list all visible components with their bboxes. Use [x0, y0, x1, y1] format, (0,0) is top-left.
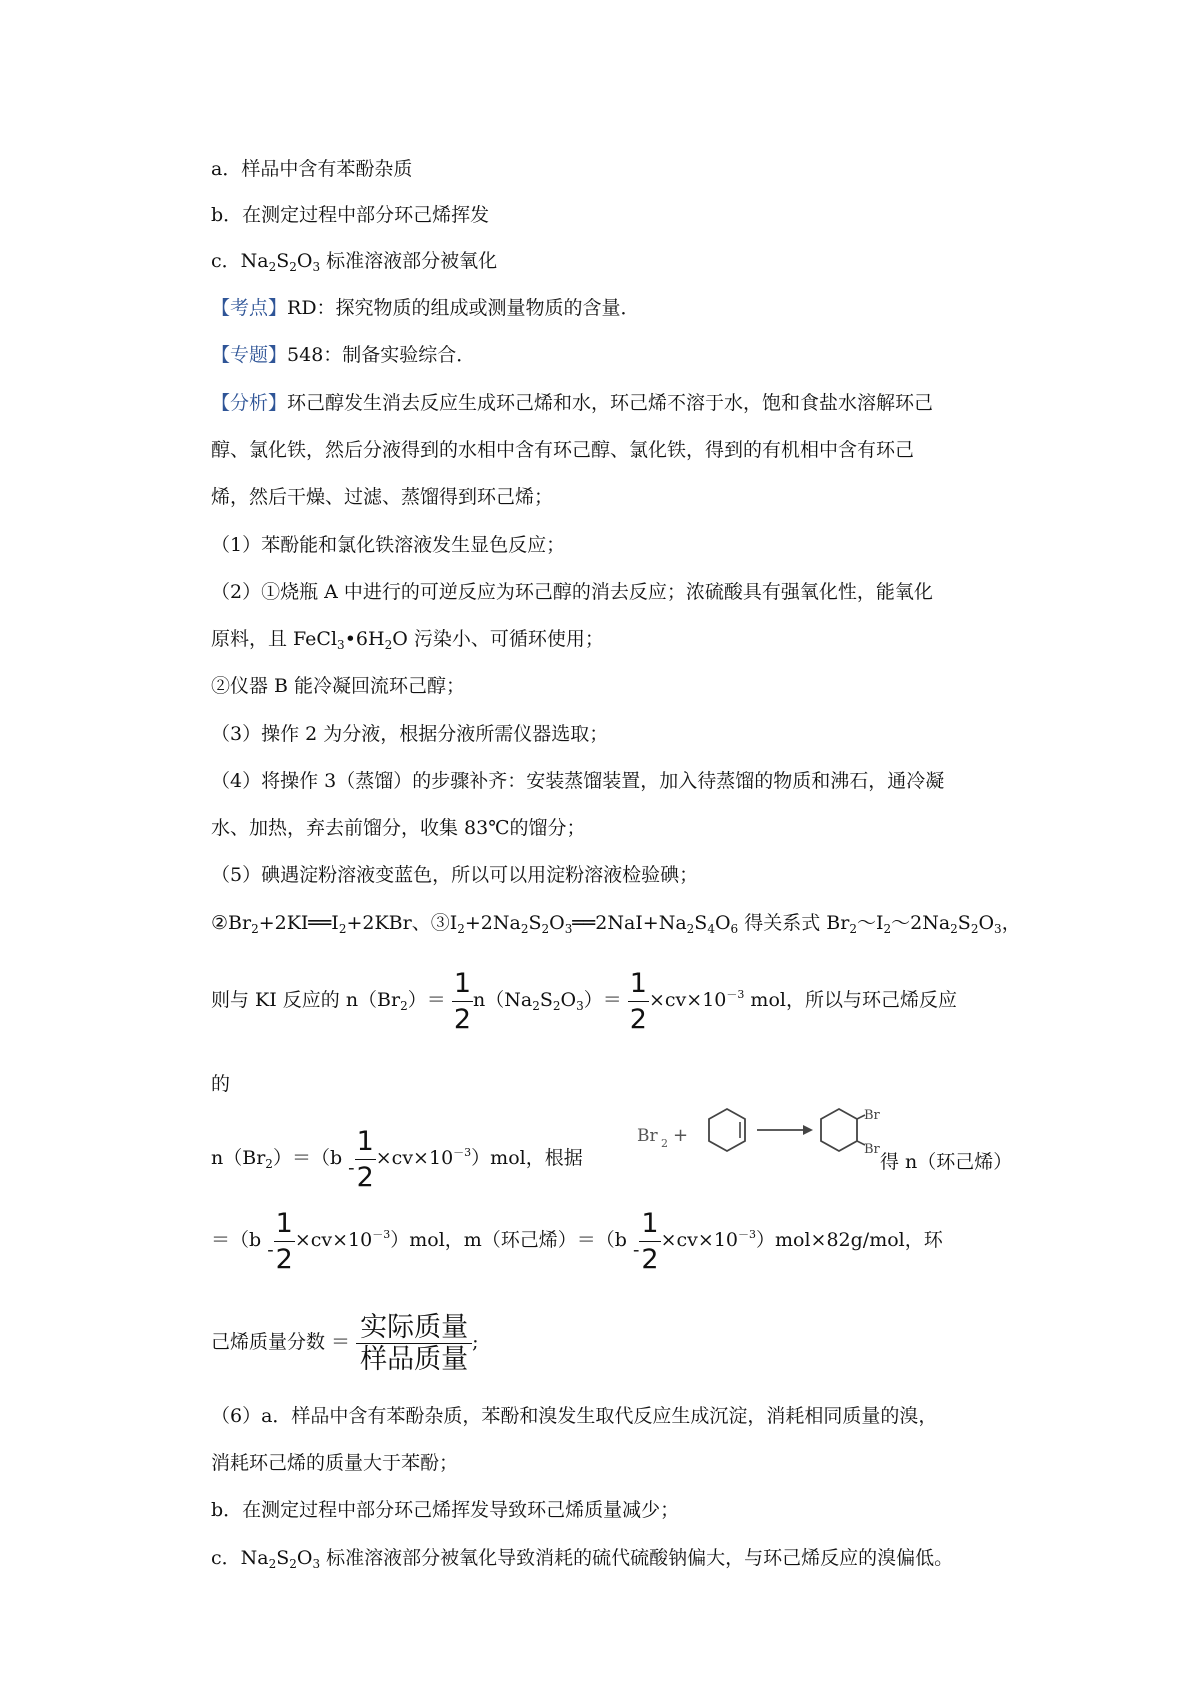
svg-text:2: 2 — [661, 1137, 668, 1150]
analysis-point-5: （5）碘遇淀粉溶液变蓝色，所以可以用淀粉溶液检验碘； — [211, 864, 699, 886]
analysis-point-3: （3）操作 2 为分液，根据分液所需仪器选取； — [211, 723, 609, 745]
svg-text:Br: Br — [637, 1126, 658, 1146]
analysis-de: 的 — [211, 1073, 231, 1095]
analysis-point-4-cont: 水、加热，弃去前馏分，收集 83℃的馏分； — [211, 817, 586, 839]
analysis-point-2-cont: 原料，且 $FeCl_3•6H_2O$ 污染小、可循环使用； — [211, 628, 604, 652]
analysis-point-6c: c．$Na_2S_2O_3$ 标准溶液部分被氧化导致消耗的硫代硫酸钠偏大，与环己烯反应的溴偏低。 — [211, 1547, 954, 1571]
analysis-point-6: （6）a．样品中含有苯酚杂质，苯酚和溴发生取代反应生成沉淀，消耗相同质量的溴， — [211, 1405, 938, 1427]
analysis-point-6-cont: 消耗环己烯的质量大于苯酚； — [211, 1452, 459, 1474]
analysis-point-2b: ②仪器 B 能冷凝回流环己醇； — [211, 675, 466, 697]
svg-text:+: + — [673, 1125, 689, 1146]
fraction-half: $\frac{1}{2}$ — [629, 967, 647, 1035]
mass-line: ＝（b - $\frac{1}{2}$ $\times cv\times 10^{-3})mol$，m（环己烯）＝（b - $\frac{1}{2}$ $\times cv\times 10^{-3})mol\times 82g$/mol，环 — [211, 1207, 943, 1275]
analysis-point-6b: b．在测定过程中部分环己烯挥发导致环己烯质量减少； — [211, 1499, 680, 1521]
kaodian-tag: 【考点】 — [211, 297, 288, 319]
option-a: a．样品中含有苯酚杂质 — [211, 158, 413, 180]
option-c: c．$Na_2S_2O_3$ 标准溶液部分被氧化 — [211, 250, 498, 274]
analysis-line-3: 烯，然后干燥、过滤、蒸馏得到环己烯； — [211, 486, 554, 508]
analysis-line-2: 醇、氯化铁，然后分液得到的水相中含有环己醇、氯化铁，得到的有机相中含有环己 — [211, 439, 915, 461]
fenxi-tag: 【分析】 — [211, 392, 288, 414]
cyclohexene-bromination-icon — [635, 1103, 880, 1178]
bromination-reaction-diagram — [635, 1103, 880, 1183]
zhuanti-tag: 【专题】 — [211, 344, 288, 366]
fraction-half: $\frac{1}{2}$ — [356, 1125, 374, 1193]
de-n-cyclohexene: 得 n（环己烯） — [880, 1151, 1013, 1173]
svg-text:Br: Br — [864, 1108, 880, 1123]
equation-line: $②Br_2+2KI══I_2+2KBr$、$③I_2+2Na_2S_2O_3══2NaI+Na_2S_4O_6$ 得关系式 $Br_2\sim I_2\sim 2Na_2S_2O_3$， — [211, 912, 1021, 936]
fraction-half: $\frac{1}{2}$ — [453, 967, 471, 1035]
mass-fraction-line: 己烯质量分数 ＝ $\frac{\text{实际质量}}{\text{样品质量}}$ ; — [211, 1311, 479, 1375]
zhuanti-line: 【专题】548：制备实验综合． — [211, 344, 476, 366]
analysis-point-1: （1）苯酚能和氯化铁溶液发生显色反应； — [211, 534, 566, 556]
ki-reaction-line: 则与 KI 反应的 $n(Br_2)=$ $\frac{1}{2}$ $n(Na_2S_2O_3)=$ $\frac{1}{2}$ $\times cv\times 10^{-3}$ mol，所以与环己烯反应 — [211, 967, 957, 1035]
fraction-half: $\frac{1}{2}$ — [641, 1207, 659, 1275]
svg-text:Br: Br — [864, 1142, 880, 1157]
fraction-half: $\frac{1}{2}$ — [275, 1207, 293, 1275]
br2-remaining-line: $n(Br_2)=(b$ - $\frac{1}{2}$ $\times cv\times 10^{-3})mol$，根据 — [211, 1125, 583, 1193]
analysis-point-4: （4）将操作 3（蒸馏）的步骤补齐：安装蒸馏装置，加入待蒸馏的物质和沸石，通冷凝 — [211, 770, 945, 792]
kaodian-line: 【考点】RD：探究物质的组成或测量物质的含量． — [211, 297, 640, 319]
mass-fraction: $\frac{\text{实际质量}}{\text{样品质量}}$ — [356, 1312, 472, 1375]
fenxi-line: 【分析】环己醇发生消去反应生成环己烯和水，环己烯不溶于水，饱和食盐水溶解环己 — [211, 392, 934, 414]
option-b: b．在测定过程中部分环己烯挥发 — [211, 204, 490, 226]
analysis-point-2: （2）①烧瓶 A 中进行的可逆反应为环己醇的消去反应；浓硫酸具有强氧化性，能氧化 — [211, 581, 933, 603]
